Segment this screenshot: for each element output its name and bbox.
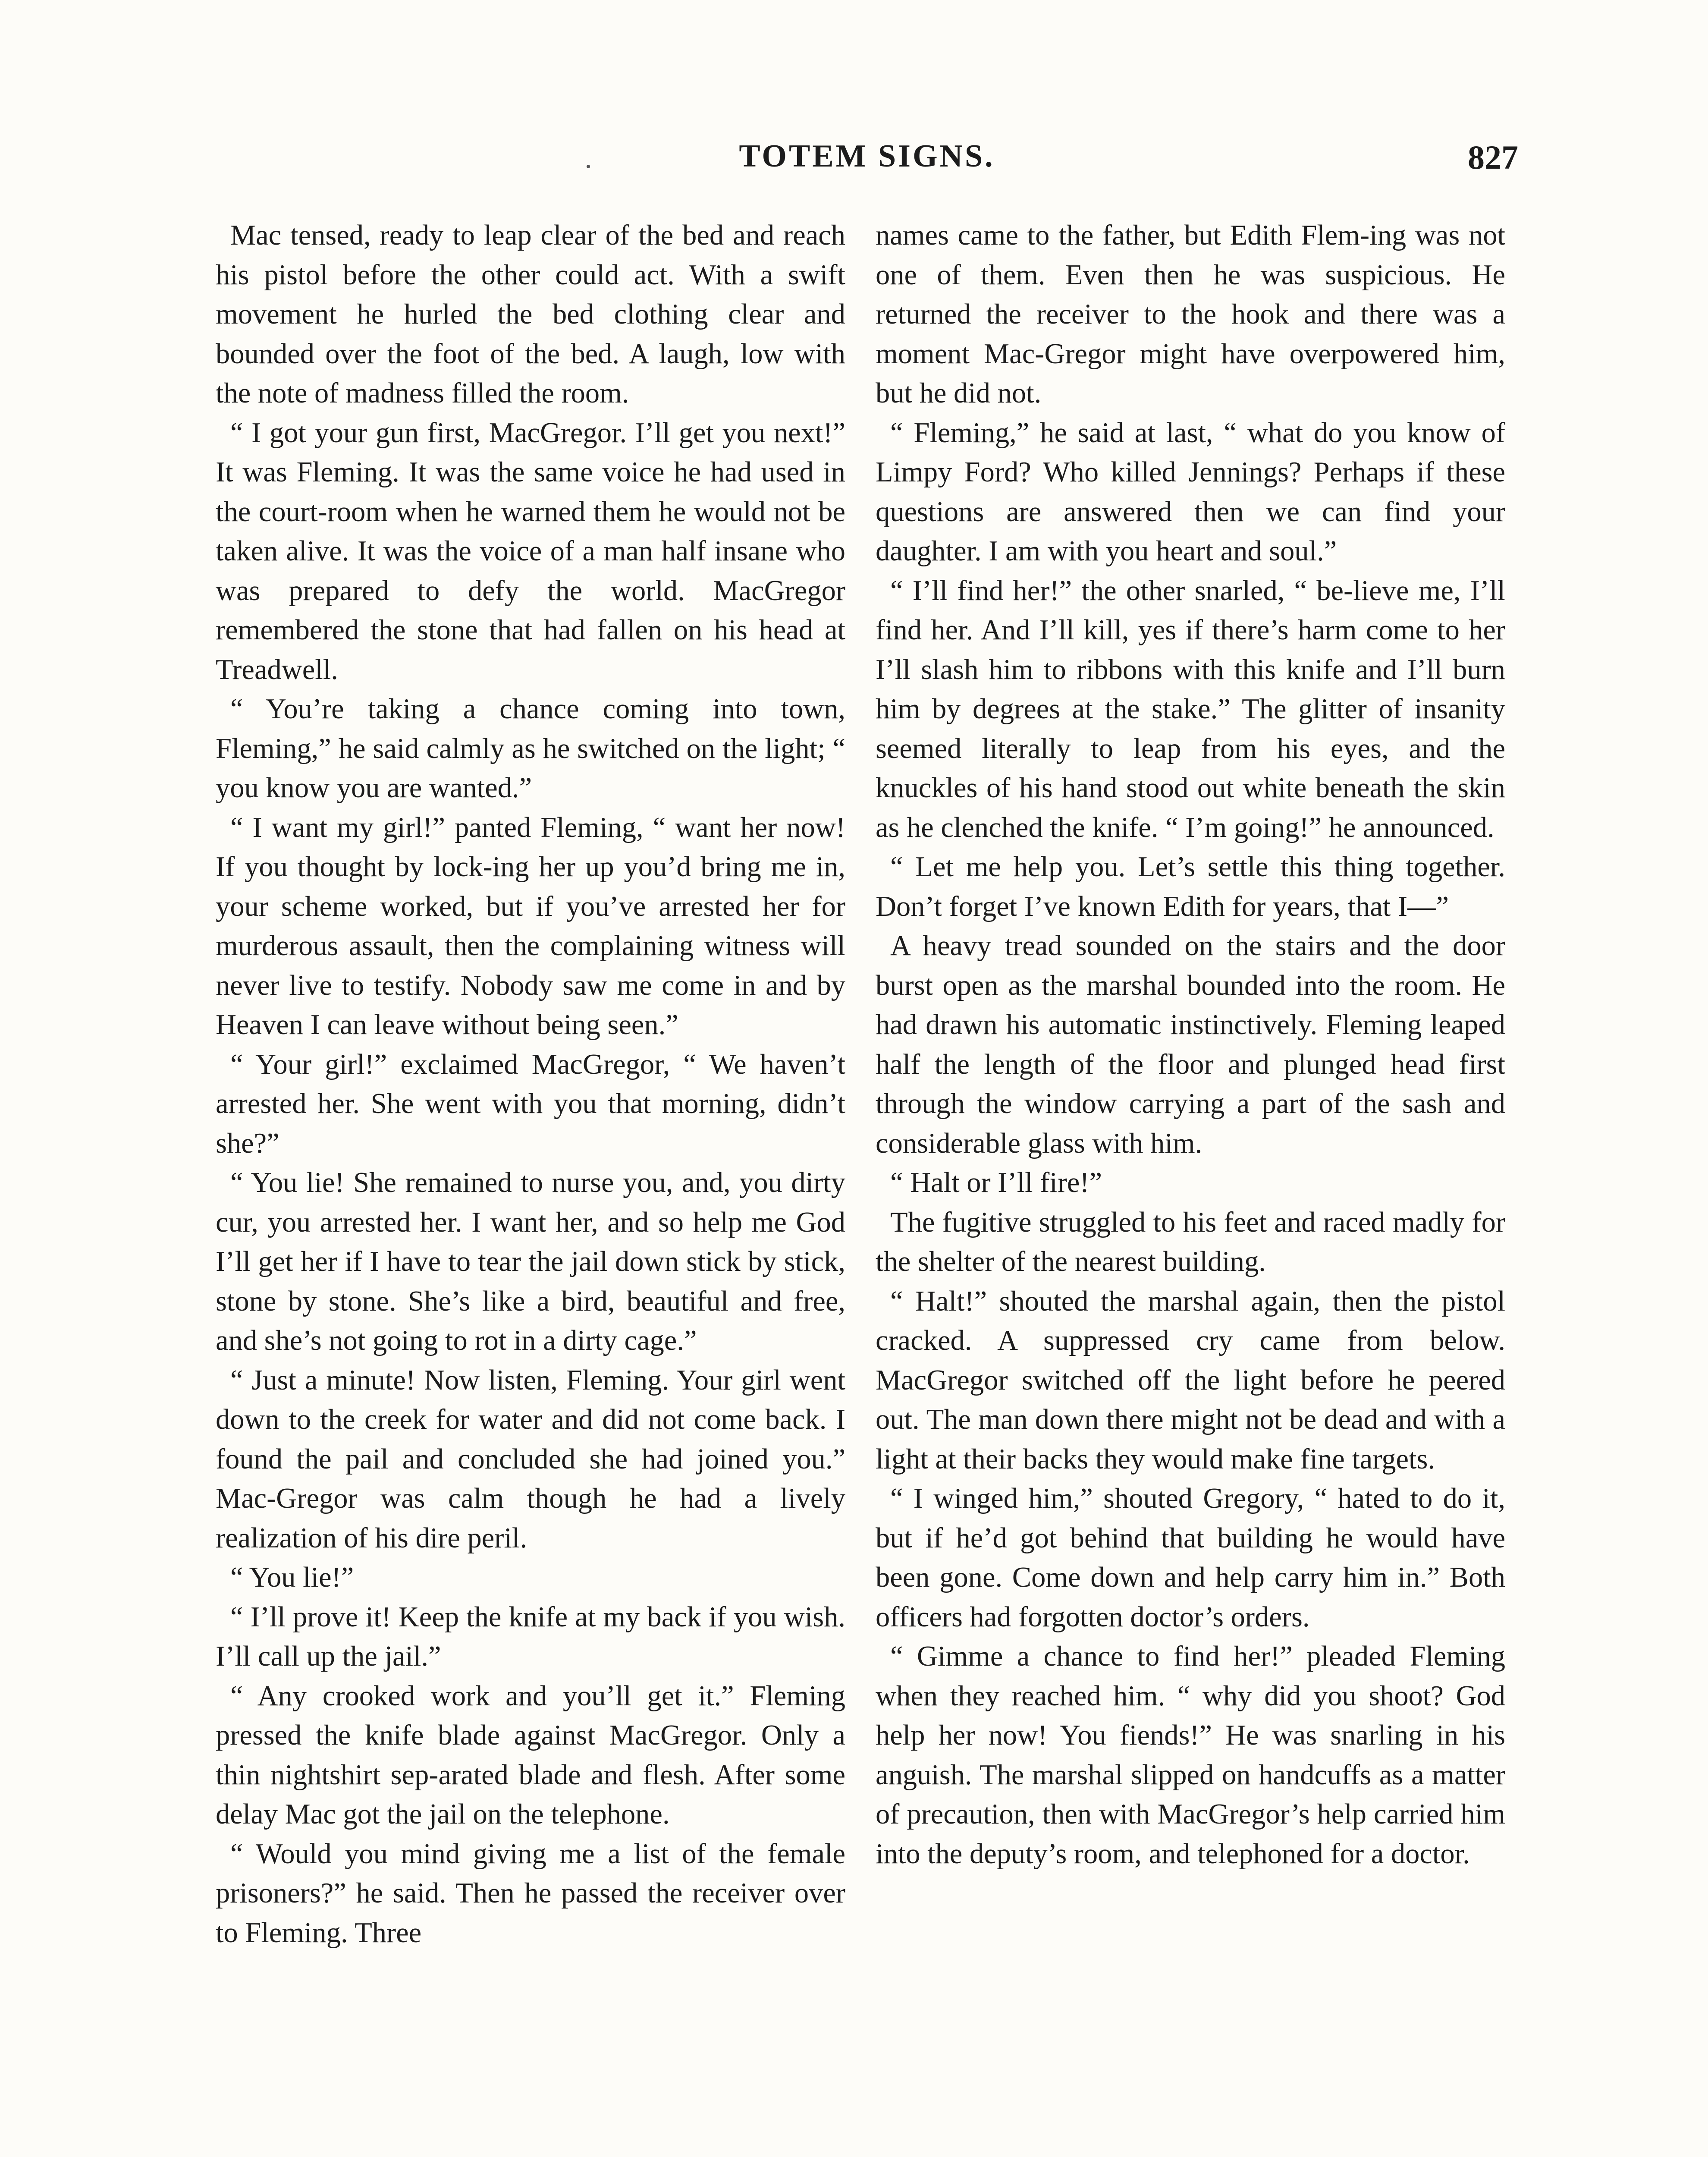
paragraph: “ Fleming,” he said at last, “ what do you know of Limpy Ford? Who killed Jennings? Perhaps if these questions are answered then we can find your daughter. I am with you heart and soul.”: [876, 417, 1505, 567]
paragraph: “ I winged him,” shouted Gregory, “ hated to do it, but if he’d got behind that building he would have been gone. Come down and help carry him in.” Both officers had forgotten doctor’s orders.: [876, 1483, 1505, 1633]
page-number: 827: [1468, 138, 1518, 176]
paragraph: “ Let me help you. Let’s settle this thing together. Don’t forget I’ve known Edith for years, that I—”: [876, 851, 1505, 922]
paragraph: The fugitive struggled to his feet and raced madly for the shelter of the nearest building.: [876, 1206, 1505, 1277]
paragraph: A heavy tread sounded on the stairs and the door burst open as the marshal bounded into the room. He had drawn his automatic instinctively. Fleming leaped half the length of the floor and plunged head first through the window carrying a part of the sash and considerable glass with him.: [876, 930, 1505, 1159]
page-header: [216, 138, 1518, 186]
paragraph: “ You lie!”: [230, 1562, 354, 1593]
paragraph: “ Your girl!” exclaimed MacGregor, “ We haven’t arrested her. She went with you that morning, didn’t she?”: [216, 1048, 845, 1159]
paragraph: “ Halt!” shouted the marshal again, then the pistol cracked. A suppressed cry came from below. MacGregor switched off the light before he peered out. The man down there might not be dead and with a light at their backs they would make fine targets.: [876, 1285, 1505, 1475]
paragraph: “ Would you mind giving me a list of the female prisoners?” he said. Then he passed the receiver over to Fleming. Three: [216, 1838, 845, 1949]
paragraph: “ Just a minute! Now listen, Fleming. Your girl went down to the creek for water and did not come back. I found the pail and concluded she had joined you.” Mac-Gregor was calm though he had a lively realization of his dire peril.: [216, 1364, 845, 1554]
paragraph: “ You’re taking a chance coming into town, Fleming,” he said calmly as he switched on the light; “ you know you are wanted.”: [216, 693, 845, 804]
paragraph: Mac tensed, ready to leap clear of the bed and reach his pistol before the other could act. With a swift movement he hurled the bed clothing clear and bounded over the foot of the bed. A laugh, low with the note of madness filled the room.: [216, 220, 845, 409]
paragraph: “ Gimme a chance to find her!” pleaded Fleming when they reached him. “ why did you shoot? God help her now! You fiends!” He was snarling in his anguish. The marshal slipped on handcuffs as a matter of precaution, then with MacGregor’s help carried him into the deputy’s room, and telephoned for a doctor.: [876, 1641, 1505, 1870]
paragraph: “ I got your gun first, MacGregor. I’ll get you next!” It was Fleming. It was the same voice he had used in the court-room when he warned them he would not be taken alive. It was the voice of a man half insane who was prepared to defy the world. MacGregor remembered the stone that had fallen on his head at Treadwell.: [216, 417, 845, 685]
running-title: TOTEM SIGNS.: [739, 138, 995, 174]
left-column: [216, 216, 845, 1953]
paragraph: “ Halt or I’ll fire!”: [890, 1167, 1102, 1198]
paragraph: “ Any crooked work and you’ll get it.” Fleming pressed the knife blade against MacGregor. Only a thin nightshirt sep-arated blade and flesh. After some delay Mac got the jail on the telephone.: [216, 1680, 845, 1830]
paragraph: “ I’ll prove it! Keep the knife at my back if you wish. I’ll call up the jail.”: [216, 1601, 845, 1672]
paragraph: “ I’ll find her!” the other snarled, “ be-lieve me, I’ll find her. And I’ll kill, yes if there’s harm come to her I’ll slash him to ribbons with this knife and I’ll burn him by degrees at the stake.” The glitter of insanity seemed literally to leap from his eyes, and the knuckles of his hand stood out white beneath the skin as he clenched the knife. “ I’m going!” he announced.: [876, 575, 1505, 843]
paragraph: “ You lie! She remained to nurse you, and, you dirty cur, you arrested her. I want her, and so help me God I’ll get her if I have to tear the jail down stick by stick, stone by stone. She’s like a bird, beautiful and free, and she’s not going to rot in a dirty cage.”: [216, 1167, 845, 1356]
right-column: [876, 216, 1505, 1874]
paragraph-continued: names came to the father, but Edith Flem-ing was not one of them. Even then he was suspicious. He returned the receiver to the hook and there was a moment Mac-Gregor might have overpowered him, but he did not.: [876, 220, 1505, 409]
paragraph: “ I want my girl!” panted Fleming, “ want her now! If you thought by lock-ing her up you’d bring me in, your scheme worked, but if you’ve arrested her for murderous assault, then the complaining witness will never live to testify. Nobody saw me come in and by Heaven I can leave without being seen.”: [216, 811, 845, 1041]
